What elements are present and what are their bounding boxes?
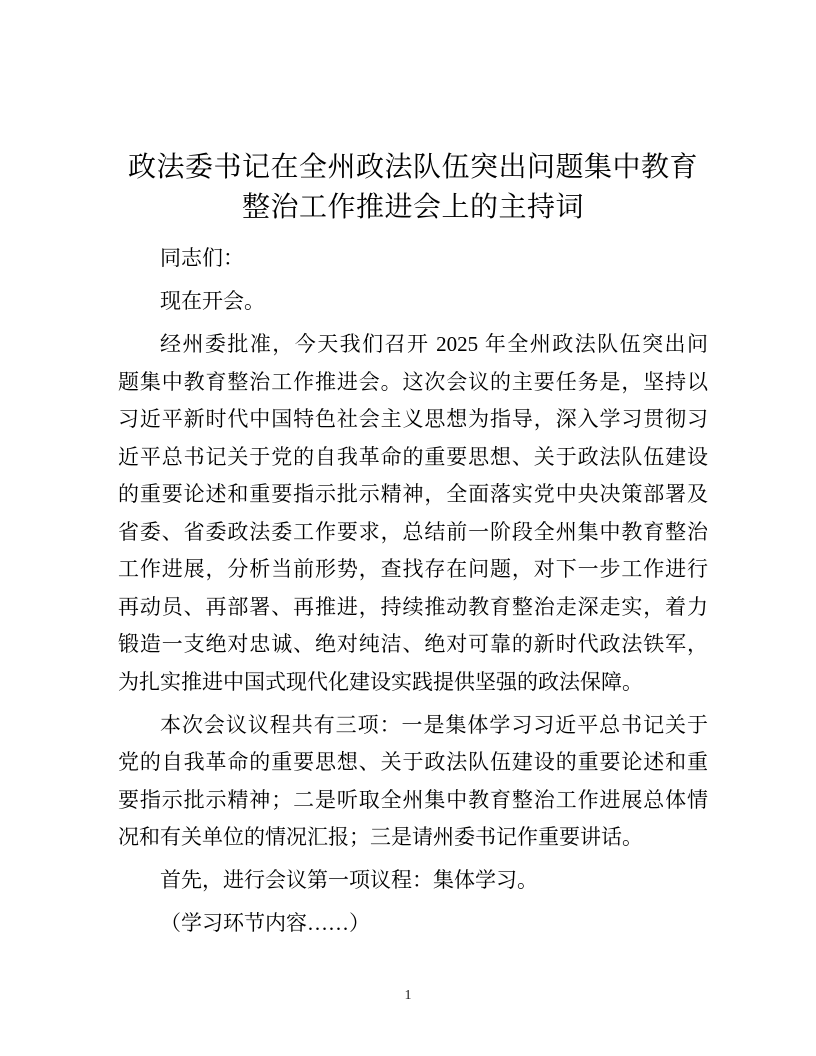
paragraph (118, 707, 708, 857)
paragraph-line: 锻造一支绝对忠诚、绝对纯洁、绝对可靠的新时代政法铁军， (118, 632, 708, 656)
paragraph-line: 题集中教育整治工作推进会。这次会议的主要任务是，坚持以 (118, 369, 708, 394)
paragraph (118, 905, 708, 943)
paragraph-line: 工作进展，分析当前形势，查找存在问题，对下一步工作进行 (118, 557, 708, 581)
paragraph-line: 同志们： (160, 246, 244, 270)
paragraph-line: 首先，进行会议第一项议程：集体学习。 (160, 868, 538, 892)
paragraph-line: 近平总书记关于党的自我革命的重要思想、关于政法队伍建设 (118, 444, 708, 469)
paragraph-line: 现在开会。 (160, 289, 265, 313)
document-title (118, 148, 708, 228)
document-title-line-1: 政法委书记在全州政法队伍突出问题集中教育 (127, 152, 698, 183)
document-title-line-2: 整治工作推进会上的主持词 (241, 192, 584, 223)
paragraph-line: 为扎实推进中国式现代化建设实践提供坚强的政法保障。 (118, 669, 643, 694)
paragraph-line: 再动员、再部署、再推进，持续推动教育整治走深走实，着力 (118, 594, 708, 619)
paragraph (118, 240, 708, 278)
paragraph-line: 的重要论述和重要指示批示精神，全面落实党中央决策部署及 (118, 482, 708, 506)
paragraph-line: 省委、省委政法委工作要求，总结前一阶段全州集中教育整治 (118, 519, 708, 544)
paragraph-line: （学习环节内容……） (160, 911, 370, 935)
paragraph-line: 要指示批示精神；二是听取全州集中教育整治工作进展总体情 (118, 787, 708, 812)
paragraph (118, 862, 708, 900)
paragraph-line: 经州委批准，今天我们召开 2025 年全州政法队伍突出问 (160, 332, 708, 356)
paragraph (118, 326, 708, 701)
document-paragraphs (118, 240, 708, 943)
page-number: 1 (404, 988, 412, 1003)
paragraph-line: 党的自我革命的重要思想、关于政法队伍建设的重要论述和重 (118, 750, 708, 774)
paragraph-line: 况和有关单位的情况汇报；三是请州委书记作重要讲话。 (118, 825, 643, 849)
paragraph-line: 习近平新时代中国特色社会主义思想为指导，深入学习贯彻习 (118, 407, 708, 431)
paragraph (118, 283, 708, 321)
paragraph-line: 本次会议议程共有三项：一是集体学习习近平总书记关于 (160, 712, 708, 737)
